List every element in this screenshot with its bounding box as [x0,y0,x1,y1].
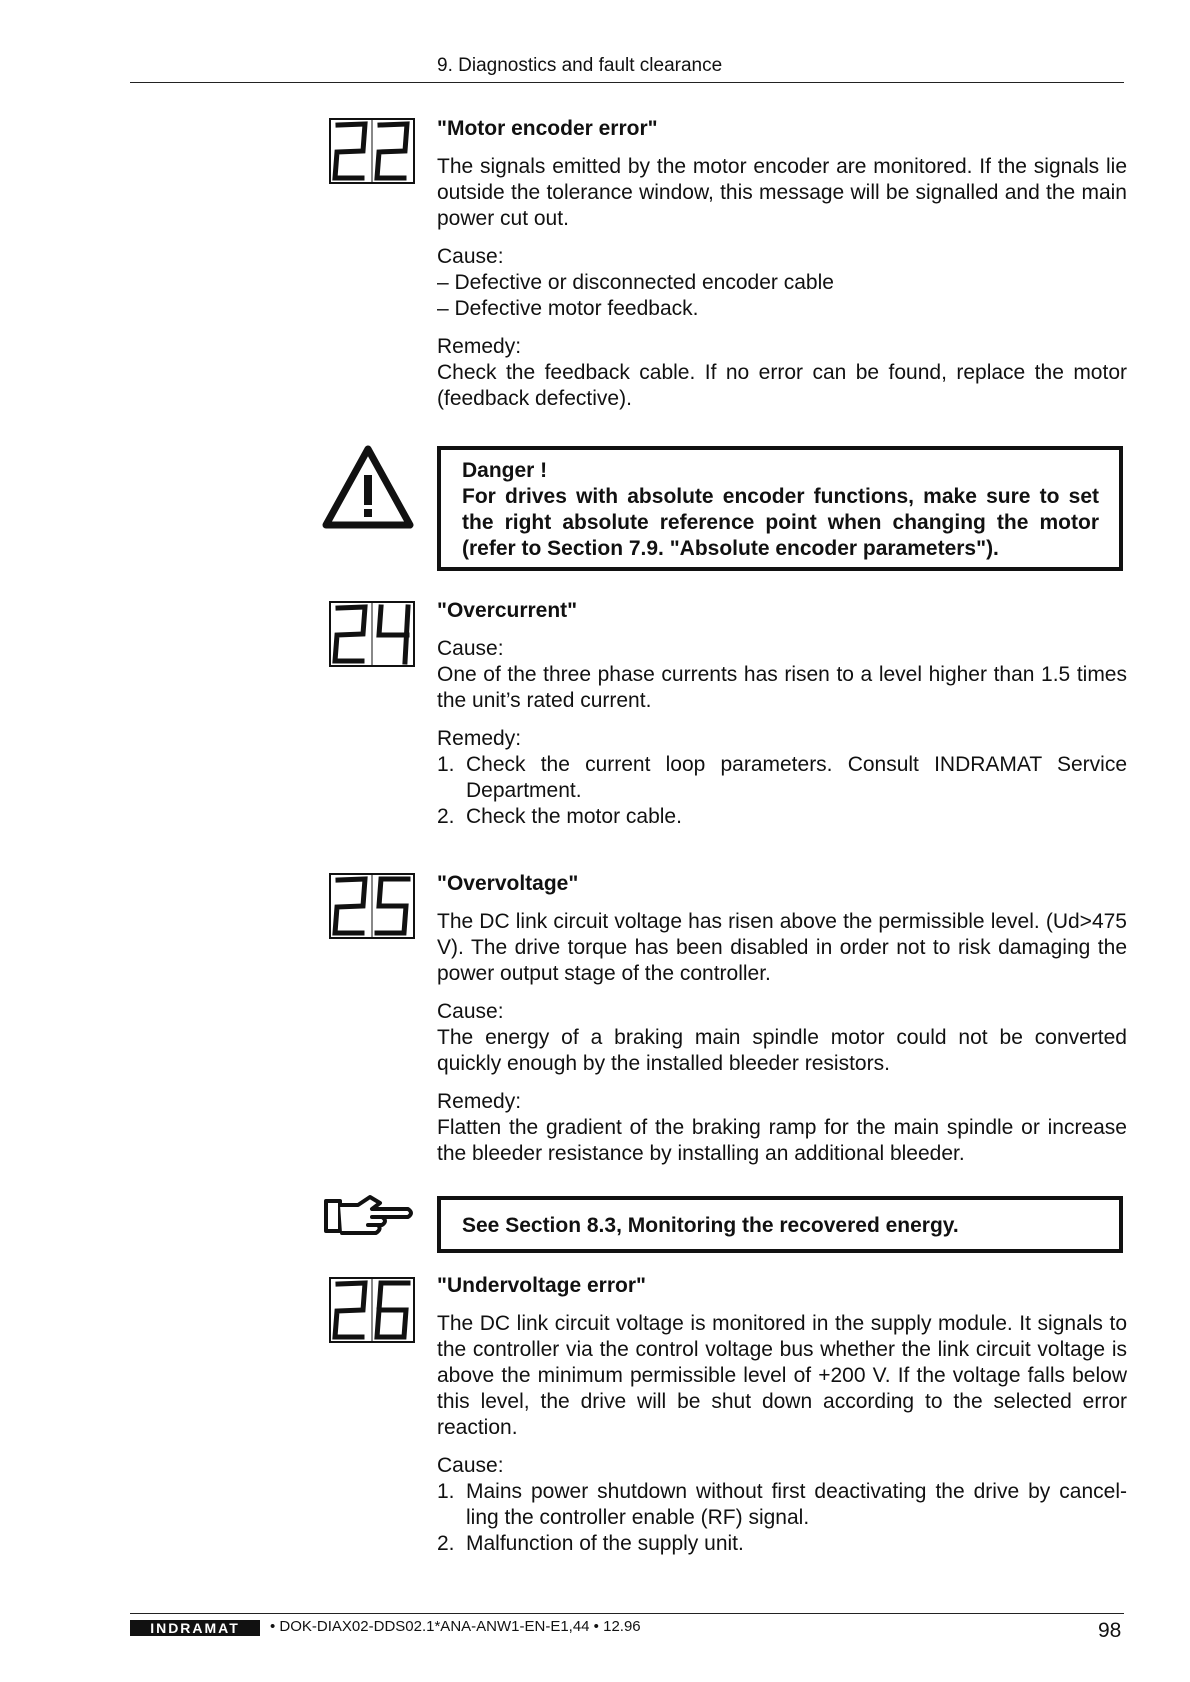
cause-label: Cause: [437,245,504,268]
seven-segment-display-25 [329,873,415,939]
list-item [437,1531,1127,1557]
section-description: The DC link circuit voltage has risen above the permissible level. (Ud>475 V). The drive torque has been disabled in order not to risk damaging the power output stage of the controller. [437,910,1127,985]
cause-label: Cause: [437,637,504,660]
list-text: Mains power shutdown without first deactivating the drive by cancel-ling the controller enable (RF) signal. [466,1480,1127,1529]
list-number: 2. [437,805,455,828]
cause-list [437,1479,1127,1557]
section-24 [437,598,1127,842]
section-description: The DC link circuit voltage is monitored in the supply module. It signals to the controller via the control voltage bus whether the link circuit voltage is above the minimum permissible level of +200 V. If the voltage falls below this level, the drive will be shut down according to the selected error reaction. [437,1312,1127,1439]
cause-line: – Defective or disconnected encoder cable [437,271,834,294]
section-title: "Motor encoder error" [437,117,658,140]
footer-rule [130,1613,1124,1614]
logo-text: INDRAMAT [150,1620,240,1636]
header-rule [130,82,1124,83]
cause-block [437,244,1127,322]
cause-text: One of the three phase currents has risen to a level higher than 1.5 times the unit’s rated current. [437,663,1127,712]
danger-box [437,446,1123,571]
cause-label: Cause: [437,1000,504,1023]
section-26 [437,1273,1127,1569]
cause-line: – Defective motor feedback. [437,297,699,320]
document-reference: • DOK-DIAX02-DDS02.1*ANA-ANW1-EN-E1,44 • 12.96 [270,1618,641,1635]
remedy-block [437,334,1127,412]
section-title: "Undervoltage error" [437,1274,646,1297]
page-header-title: 9. Diagnostics and fault clearance [437,55,723,76]
remedy-text: Check the feedback cable. If no error can be found, replace the motor (feedback defective). [437,361,1127,410]
list-number: 1. [437,1480,455,1503]
cause-text: The energy of a braking main spindle motor could not be converted quickly enough by the installed bleeder resistors. [437,1026,1127,1075]
seven-segment-display-26 [329,1277,415,1343]
pointing-hand-icon [322,1193,414,1241]
cause-block [437,636,1127,714]
section-description: The signals emitted by the motor encoder are monitored. If the signals lie outside the tolerance window, this message will be signalled and the main power cut out. [437,155,1127,230]
note-box [437,1196,1123,1253]
remedy-label: Remedy: [437,335,522,358]
list-text: Malfunction of the supply unit. [466,1532,744,1555]
list-number: 2. [437,1532,455,1555]
list-number: 1. [437,753,455,776]
list-item [437,752,1127,804]
section-22 [437,116,1127,424]
seven-segment-display-24 [329,601,415,667]
remedy-list [437,752,1127,830]
note-text: See Section 8.3, Monitoring the recovered energy. [462,1214,959,1237]
cause-block [437,999,1127,1077]
danger-label: Danger ! [462,459,548,482]
remedy-label: Remedy: [437,727,522,750]
remedy-block [437,1089,1127,1167]
remedy-text: Flatten the gradient of the braking ramp for the main spindle or increase the bleeder resistance by installing an additional bleeder. [437,1116,1127,1165]
list-text: Check the current loop parameters. Consult INDRAMAT Service Department. [466,753,1127,802]
warning-triangle-icon [322,445,414,529]
list-text: Check the motor cable. [466,805,682,828]
danger-text: For drives with absolute encoder functions, make sure to set the right absolute reference point when changing the motor (refer to Section 7.9. "Absolute encoder parameters"). [462,485,1099,560]
section-25 [437,871,1127,1179]
indramat-logo [130,1620,260,1636]
remedy-label: Remedy: [437,1090,522,1113]
cause-label: Cause: [437,1454,504,1477]
list-item [437,1479,1127,1531]
seven-segment-display-22 [329,118,415,184]
section-title: "Overvoltage" [437,872,579,895]
list-item [437,804,1127,830]
page-number: 98 [1098,1619,1122,1642]
section-title: "Overcurrent" [437,599,578,622]
